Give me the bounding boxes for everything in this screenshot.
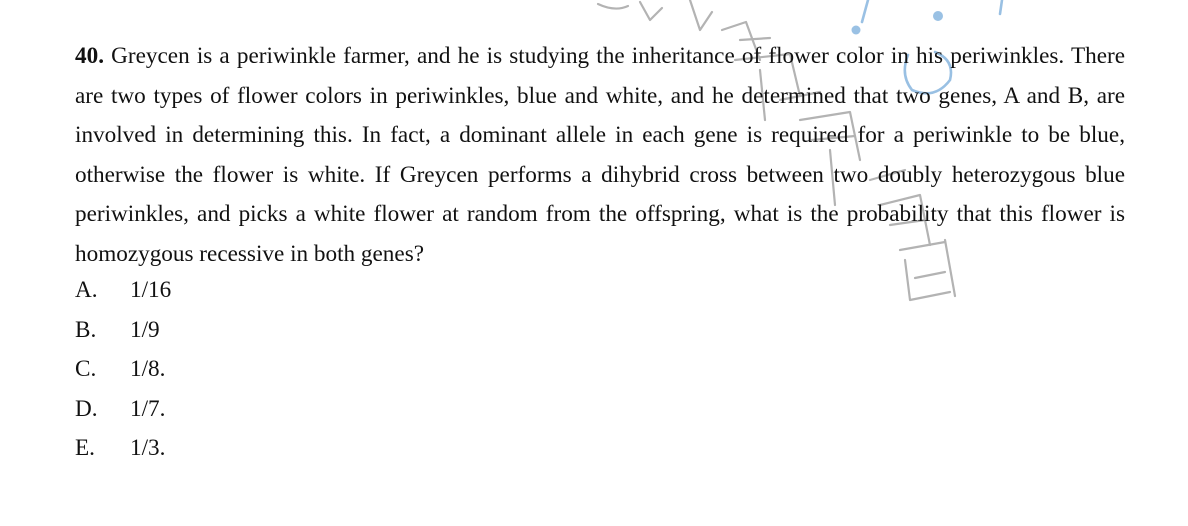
question-text <box>75 37 1125 275</box>
option-e-text: 1/3. <box>130 435 166 462</box>
option-d-text: 1/7. <box>130 395 166 422</box>
answer-options <box>75 271 171 469</box>
option-a-text: 1/16 <box>130 277 172 303</box>
option-a-letter: A. <box>75 277 98 303</box>
option-a[interactable] <box>75 271 171 311</box>
option-b-letter: B. <box>75 316 97 343</box>
option-e[interactable] <box>75 429 171 469</box>
option-e-letter: E. <box>75 435 95 462</box>
option-d-letter: D. <box>75 395 98 422</box>
option-c[interactable] <box>75 350 171 390</box>
question-number: 40. <box>75 43 104 69</box>
option-d[interactable] <box>75 390 171 430</box>
question-body: Greycen is a periwinkle farmer, and he is studying the inheritance of flower color in his periwinkles. There are two types of flower colors in periwinkles, blue and white, and he determined that two genes, A and B, are involved in determining this. In fact, a dominant allele in each gene is required for a periwinkle to be blue, otherwise the flower is white. If Greycen performs a dihybrid cross between two doubly heterozygous blue periwinkles, and picks a white flower at random from the offspring, what is the probability that this flower is homozygous recessive in both genes? <box>75 43 1126 267</box>
option-c-text: 1/8. <box>130 356 166 383</box>
option-b-text: 1/9 <box>130 316 160 343</box>
option-b[interactable] <box>75 311 171 351</box>
option-c-letter: C. <box>75 356 97 383</box>
